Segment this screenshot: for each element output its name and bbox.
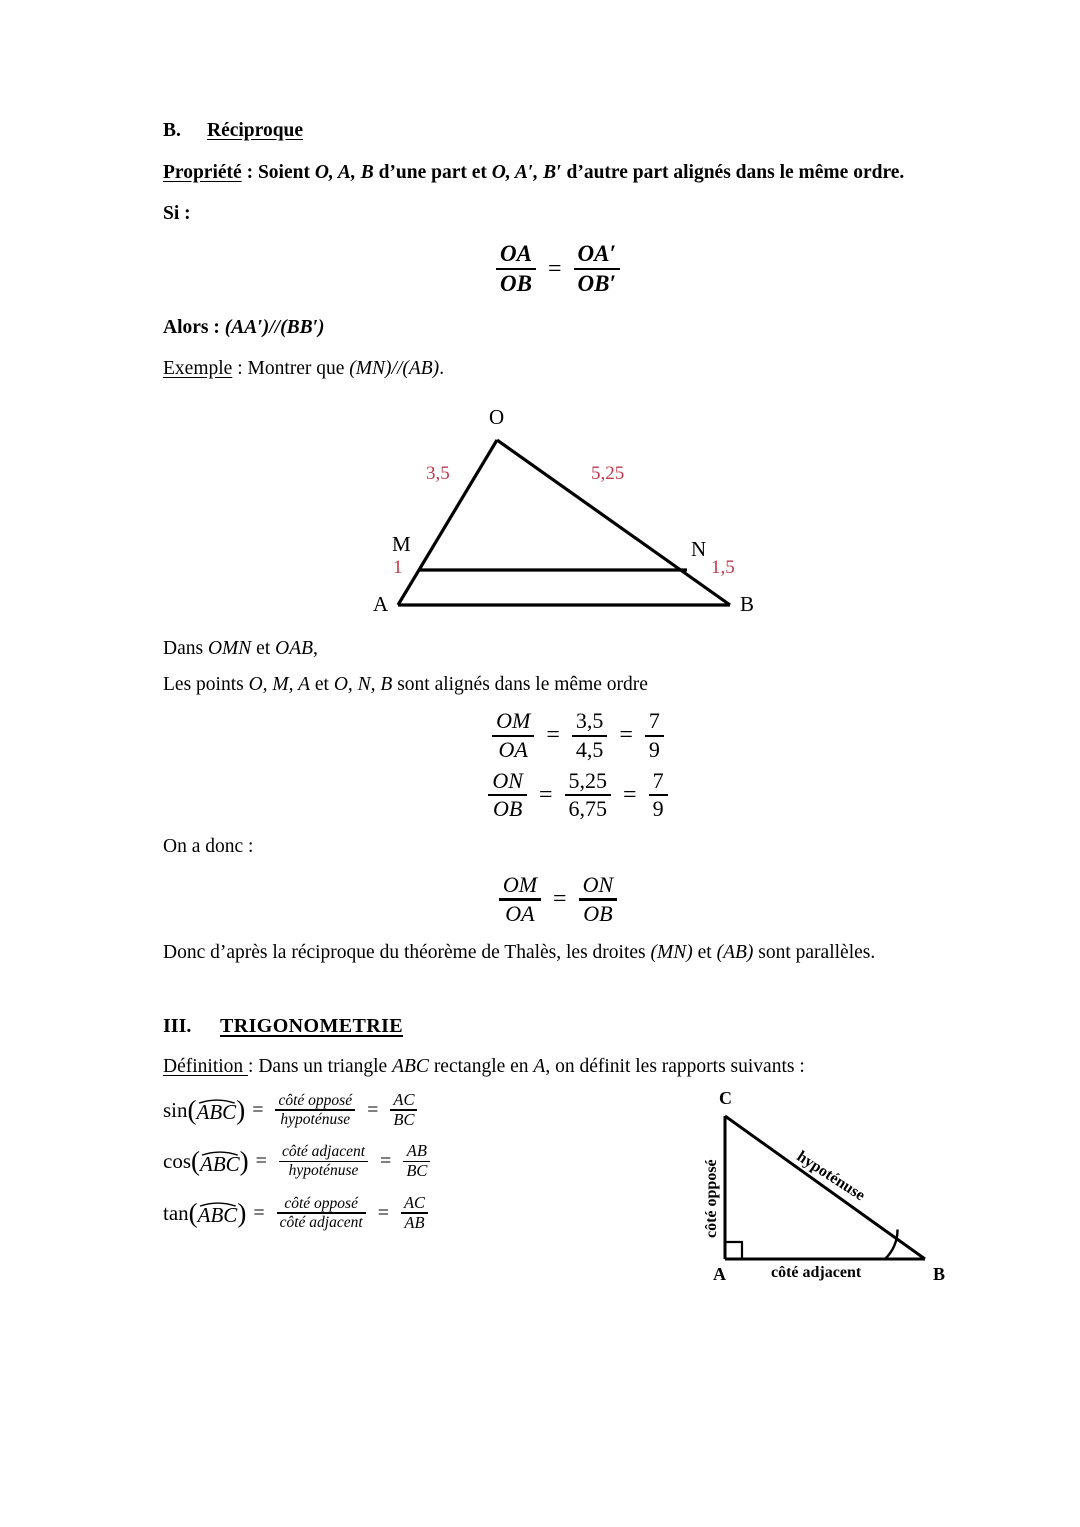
ratio2-f2-numerator: 5,25 [568, 767, 608, 793]
property-label: Propriété [163, 162, 242, 183]
on-a-donc-line: On a donc : [163, 836, 254, 858]
paren-open: ( [188, 1197, 198, 1228]
conclusion-left-denominator: OA [505, 900, 535, 926]
property-equation-right-numerator: OA′ [577, 241, 616, 267]
trig-sin-ratio-denominator: hypoténuse [280, 1110, 351, 1128]
proof-triangle-1: OMN [207, 637, 252, 659]
property-text-1: Soient [257, 162, 315, 183]
paren-close: ) [239, 1146, 249, 1177]
trig-sin-ratio-fraction [275, 1092, 355, 1128]
trig-sin-sides-denominator: BC [393, 1109, 415, 1129]
thales-length-om: 3,5 [426, 462, 450, 484]
paren-open: ( [187, 1094, 197, 1125]
property-equation-left-numerator: OA [500, 241, 532, 267]
trig-tan-equals-2: = [377, 1201, 389, 1224]
trig-cos-ratio-fraction [279, 1143, 368, 1179]
example-label: Exemple [163, 357, 233, 379]
alors-value: (AA′)//(BB′) [224, 317, 325, 339]
conclusion-text-1: Donc d’après la réciproque du théorème de Thalès, les droites [163, 942, 651, 964]
property-equation-right-denominator: OB′ [577, 271, 616, 297]
proof-ratio-1 [163, 709, 953, 763]
trig-sin-equals: = [252, 1098, 264, 1121]
thales-label-a: A [373, 591, 389, 616]
property-equation-right-fraction [574, 241, 620, 297]
paren-close: ) [236, 1094, 246, 1125]
conclusion-right-denominator: OB [583, 900, 613, 926]
ratio2-fraction-1 [488, 769, 527, 823]
right-angle-marker-icon [725, 1242, 742, 1259]
property-text-3: d’autre part alignés dans le même ordre. [561, 162, 905, 183]
trig-formula-cos [163, 1142, 493, 1181]
trigonometry-block [163, 1087, 953, 1321]
conclusion-left-numerator: OM [502, 871, 538, 897]
conclusion-line-mn: (MN) [650, 942, 693, 964]
ratio1-f3-numerator: 7 [648, 708, 660, 734]
ratio1-fraction-2 [572, 709, 608, 763]
ratio2-fraction-3 [649, 769, 668, 823]
property-equation-equals: = [547, 255, 562, 282]
alors-paragraph [163, 311, 953, 346]
property-text-2: d’une part et [373, 162, 492, 183]
conclusion-text-3: sont parallèles. [753, 942, 876, 964]
right-triangle-label-hypotenuse: hypoténuse [793, 1147, 868, 1205]
definition-label: Définition [163, 1056, 249, 1078]
trig-tan-sides-fraction [401, 1194, 428, 1233]
trig-tan-ratio-fraction [277, 1195, 366, 1231]
example-paragraph [163, 352, 953, 387]
trig-cos-sides-fraction [403, 1142, 430, 1181]
right-triangle-figure [693, 1076, 963, 1291]
proof-line-aligned [163, 668, 953, 703]
proof-points-1: Les points [163, 674, 249, 696]
alors-label: Alors : [163, 317, 225, 339]
trig-formula-sin [163, 1091, 493, 1130]
trig-sin-function-name: sin [163, 1097, 188, 1122]
property-points-1: O, A, B [314, 162, 374, 183]
paren-close: ) [237, 1197, 247, 1228]
right-triangle-label-c: C [719, 1087, 732, 1108]
trig-cos-angle [200, 1149, 240, 1175]
ratio2-f1-denominator: OB [493, 796, 523, 822]
heading-section-iii [163, 1015, 953, 1038]
trig-tan-angle [198, 1200, 238, 1226]
property-separator: : [241, 162, 258, 183]
trig-tan-angle-label: ABC [197, 1203, 238, 1228]
ratio1-f3-denominator: 9 [648, 736, 660, 762]
proof-dans-3: , [313, 637, 318, 659]
proof-points-3: sont alignés dans le même ordre [392, 674, 648, 696]
trig-sin-angle [197, 1097, 237, 1123]
thales-label-o: O [489, 404, 505, 429]
trig-tan-ratio-numerator: côté opposé [284, 1194, 358, 1212]
trig-tan-sides-denominator: AB [404, 1212, 425, 1232]
definition-text-1: Dans un triangle [258, 1056, 393, 1078]
ratio2-equals-2: = [623, 781, 637, 808]
example-claim: (MN)//(AB) [349, 357, 440, 379]
trig-tan-sides-numerator: AC [403, 1192, 426, 1212]
ratio1-fraction-1 [492, 709, 534, 763]
proof-line-triangles [163, 632, 953, 667]
property-paragraph [163, 156, 953, 191]
segment-cb [725, 1116, 925, 1259]
conclusion-line-ab: (AB) [716, 942, 754, 964]
trig-tan-function-name: tan [163, 1200, 189, 1225]
thales-length-on: 5,25 [591, 462, 625, 484]
ratio2-f3-denominator: 9 [652, 796, 664, 822]
proof-dans-2: et [251, 637, 276, 659]
heading-section-b [163, 120, 953, 142]
ratio1-f2-denominator: 4,5 [575, 736, 604, 762]
proof-ratio-2 [163, 769, 953, 823]
conclusion-right-numerator: ON [582, 871, 614, 897]
example-period: . [439, 357, 445, 379]
proof-conclusion-equation [163, 873, 953, 927]
property-equation [163, 241, 953, 297]
trig-sin-angle-label: ABC [196, 1100, 237, 1125]
right-triangle-label-b: B [933, 1263, 946, 1284]
definition-text-3: , on définit les rapports suivants : [545, 1056, 805, 1078]
heading-section-b-number: B. [163, 120, 181, 141]
si-label [163, 197, 953, 232]
ratio2-fraction-2 [565, 769, 612, 823]
example-text: Montrer que [247, 357, 350, 379]
trig-sin-sides-numerator: AC [393, 1089, 415, 1109]
thales-figure [163, 405, 953, 620]
ratio1-f1-numerator: OM [496, 708, 531, 734]
proof-dans-1: Dans [163, 637, 208, 659]
ratio2-f3-numerator: 7 [652, 767, 664, 793]
trig-cos-function-name: cos [163, 1149, 191, 1174]
property-equation-left-denominator: OB [500, 271, 532, 297]
right-triangle-label-opposite-side: côté opposé [703, 1159, 720, 1238]
trig-sin-equals-2: = [367, 1098, 379, 1121]
trig-cos-ratio-numerator: côté adjacent [281, 1143, 366, 1161]
proof-points-2: et [309, 674, 334, 696]
thales-length-nb: 1,5 [711, 556, 735, 578]
proof-points-set-1: O, M, A [248, 674, 310, 696]
ratio1-fraction-3 [645, 709, 664, 763]
trig-sin-sides-fraction [390, 1091, 417, 1130]
trig-formula-list [163, 1091, 493, 1246]
ratio1-f2-numerator: 3,5 [575, 708, 604, 734]
trig-cos-sides-numerator: AB [406, 1141, 427, 1161]
ratio1-f1-denominator: OA [498, 736, 528, 762]
si-label-text: Si : [163, 202, 191, 224]
proof-triangle-2: OAB [275, 637, 314, 659]
thales-figure-svg [163, 405, 953, 620]
ratio1-equals-1: = [546, 722, 560, 749]
trig-cos-sides-denominator: BC [406, 1161, 428, 1181]
property-equation-left-fraction [496, 241, 536, 297]
trig-cos-equals: = [255, 1150, 267, 1173]
conclusion-equals: = [553, 886, 567, 913]
proof-conclusion-paragraph [163, 936, 953, 971]
conclusion-text-2: et [692, 942, 717, 964]
heading-section-iii-title: TRIGONOMETRIE [220, 1015, 404, 1038]
page-content [163, 120, 953, 1321]
ratio2-equals-1: = [538, 781, 553, 808]
trig-tan-equals: = [253, 1201, 265, 1224]
ratio1-equals-2: = [619, 722, 633, 749]
ratio2-f1-numerator: ON [492, 767, 523, 793]
definition-vertex: A [533, 1056, 546, 1078]
trig-cos-equals-2: = [380, 1150, 392, 1173]
thales-length-ma: 1 [393, 556, 403, 578]
conclusion-left-fraction [499, 873, 541, 927]
trig-formula-tan [163, 1194, 493, 1233]
thales-label-b: B [740, 591, 755, 616]
heading-section-b-title: Réciproque [207, 120, 304, 141]
heading-section-iii-number: III. [163, 1015, 192, 1038]
conclusion-right-fraction [579, 873, 618, 927]
paren-open: ( [191, 1146, 200, 1177]
trig-sin-ratio-numerator: côté opposé [278, 1091, 353, 1109]
trig-tan-ratio-denominator: côté adjacent [279, 1213, 363, 1231]
property-points-2: O, A′, B′ [491, 162, 562, 183]
thales-label-n: N [691, 536, 707, 561]
definition-separator: : [248, 1056, 259, 1078]
thales-label-m: M [392, 531, 411, 556]
definition-triangle: ABC [392, 1056, 429, 1078]
trig-cos-ratio-denominator: hypoténuse [288, 1162, 359, 1180]
right-triangle-label-adjacent-side: côté adjacent [771, 1263, 862, 1281]
trig-cos-angle-label: ABC [200, 1151, 240, 1176]
example-separator: : [232, 357, 248, 379]
proof-points-set-2: O, N, B [333, 674, 393, 696]
right-triangle-label-a: A [713, 1263, 726, 1284]
ratio2-f2-denominator: 6,75 [568, 796, 608, 822]
definition-text-2: rectangle en [428, 1056, 534, 1078]
